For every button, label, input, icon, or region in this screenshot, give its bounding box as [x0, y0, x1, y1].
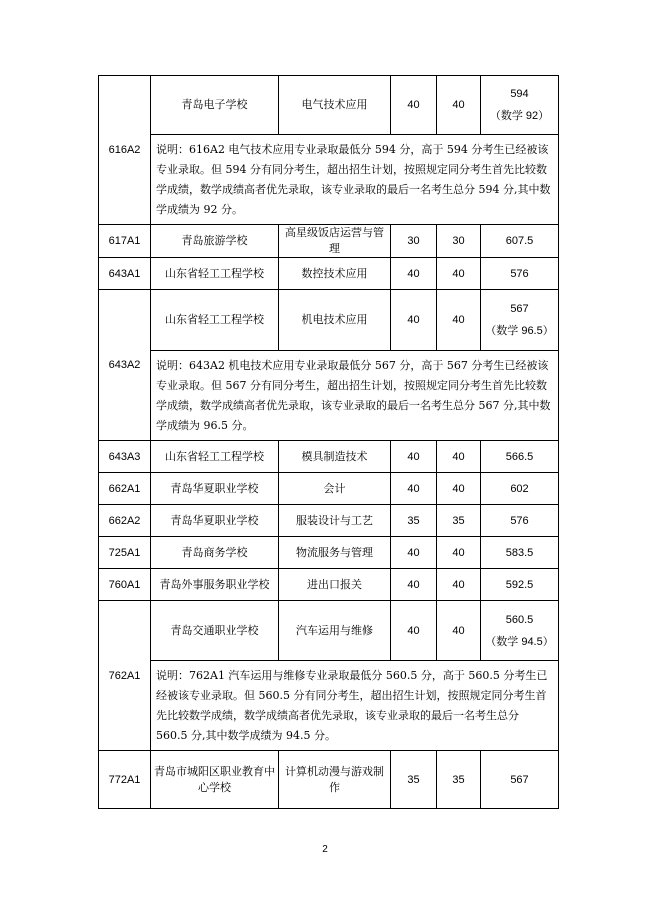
admission-table-page — [98, 75, 559, 809]
min-score: 583.5 — [481, 537, 559, 569]
school-name: 山东省轻工工程学校 — [151, 290, 279, 351]
admit-count: 40 — [437, 76, 481, 135]
school-name: 山东省轻工工程学校 — [151, 258, 279, 290]
min-score: 576 — [481, 505, 559, 537]
note-row — [99, 351, 559, 441]
program-code: 617A1 — [99, 225, 151, 258]
table-row — [99, 473, 559, 505]
school-name: 青岛华夏职业学校 — [151, 473, 279, 505]
school-name: 青岛旅游学校 — [151, 225, 279, 258]
major-name: 计算机动漫与游戏制作 — [279, 751, 391, 809]
program-code: 643A1 — [99, 258, 151, 290]
table-row — [99, 601, 559, 661]
score-value: 567 — [510, 303, 529, 315]
major-name: 汽车运用与维修 — [279, 601, 391, 661]
plan-count: 40 — [391, 473, 437, 505]
table-row — [99, 505, 559, 537]
min-score: 567 — [481, 751, 559, 809]
min-score: 602 — [481, 473, 559, 505]
major-name: 高星级饭店运营与管理 — [279, 225, 391, 258]
plan-count: 40 — [391, 76, 437, 135]
plan-count: 40 — [391, 290, 437, 351]
admit-count: 35 — [437, 751, 481, 809]
min-score: 576 — [481, 258, 559, 290]
admit-count: 40 — [437, 290, 481, 351]
major-name: 物流服务与管理 — [279, 537, 391, 569]
major-name: 模具制造技术 — [279, 441, 391, 473]
admission-table — [98, 75, 559, 809]
table-row — [99, 290, 559, 351]
major-name: 会计 — [279, 473, 391, 505]
plan-count: 30 — [391, 225, 437, 258]
school-name: 青岛交通职业学校 — [151, 601, 279, 661]
math-score: （数学 94.5） — [485, 635, 554, 648]
admission-note: 说明：643A2 机电技术应用专业录取最低分 567 分，高于 567 分考生已经被该专业录取。但 567 分有同分考生，超出招生计划，按照规定同分考生首先比较数学成绩，数学成绩高者优先录取，该专业录取的最后一名考生总分 567 分,其中数学成绩为 96.5 分。 — [151, 351, 559, 441]
admit-count: 40 — [437, 537, 481, 569]
plan-count: 40 — [391, 569, 437, 601]
admit-count: 30 — [437, 225, 481, 258]
school-name: 青岛华夏职业学校 — [151, 505, 279, 537]
table-row — [99, 258, 559, 290]
min-score: 566.5 — [481, 441, 559, 473]
table-row — [99, 569, 559, 601]
program-code: 772A1 — [99, 751, 151, 809]
table-row — [99, 225, 559, 258]
admission-note: 说明：762A1 汽车运用与维修专业录取最低分 560.5 分，高于 560.5 分考生已经被该专业录取。但 560.5 分有同分考生，超出招生计划，按照规定同分考生首先比较数学成绩，数学成绩高者优先录取，该专业录取的最后一名考生总分 560.5 分,其中数学成绩为 94.5 分。 — [151, 661, 559, 751]
plan-count: 40 — [391, 441, 437, 473]
major-name: 数控技术应用 — [279, 258, 391, 290]
admit-count: 40 — [437, 473, 481, 505]
table-row — [99, 76, 559, 135]
admit-count: 40 — [437, 441, 481, 473]
school-name: 青岛市城阳区职业教育中心学校 — [151, 751, 279, 809]
page-number: 2 — [322, 844, 328, 855]
school-name: 山东省轻工工程学校 — [151, 441, 279, 473]
plan-count: 35 — [391, 505, 437, 537]
plan-count: 40 — [391, 537, 437, 569]
min-score — [481, 76, 559, 135]
table-row — [99, 441, 559, 473]
program-code: 643A3 — [99, 441, 151, 473]
score-value: 594 — [510, 88, 529, 100]
major-name: 进出口报关 — [279, 569, 391, 601]
admit-count: 35 — [437, 505, 481, 537]
min-score: 607.5 — [481, 225, 559, 258]
plan-count: 35 — [391, 751, 437, 809]
min-score — [481, 290, 559, 351]
major-name: 电气技术应用 — [279, 76, 391, 135]
admit-count: 40 — [437, 601, 481, 661]
table-row — [99, 537, 559, 569]
school-name: 青岛外事服务职业学校 — [151, 569, 279, 601]
program-code: 616A2 — [99, 76, 151, 225]
major-name: 服装设计与工艺 — [279, 505, 391, 537]
school-name: 青岛商务学校 — [151, 537, 279, 569]
note-row — [99, 135, 559, 225]
program-code: 643A2 — [99, 290, 151, 441]
admit-count: 40 — [437, 258, 481, 290]
admission-note: 说明：616A2 电气技术应用专业录取最低分 594 分，高于 594 分考生已经被该专业录取。但 594 分有同分考生，超出招生计划，按照规定同分考生首先比较数学成绩，数学成绩高者优先录取，该专业录取的最后一名考生总分 594 分,其中数学成绩为 92 分。 — [151, 135, 559, 225]
note-row — [99, 661, 559, 751]
math-score: （数学 92） — [489, 110, 550, 122]
math-score: （数学 96.5） — [485, 325, 554, 337]
program-code: 762A1 — [99, 601, 151, 751]
min-score — [481, 601, 559, 661]
school-name: 青岛电子学校 — [151, 76, 279, 135]
program-code: 662A2 — [99, 505, 151, 537]
score-value: 560.5 — [505, 613, 534, 626]
major-name: 机电技术应用 — [279, 290, 391, 351]
program-code: 662A1 — [99, 473, 151, 505]
program-code: 760A1 — [99, 569, 151, 601]
plan-count: 40 — [391, 258, 437, 290]
min-score: 592.5 — [481, 569, 559, 601]
plan-count: 40 — [391, 601, 437, 661]
admit-count: 40 — [437, 569, 481, 601]
table-row — [99, 751, 559, 809]
program-code: 725A1 — [99, 537, 151, 569]
